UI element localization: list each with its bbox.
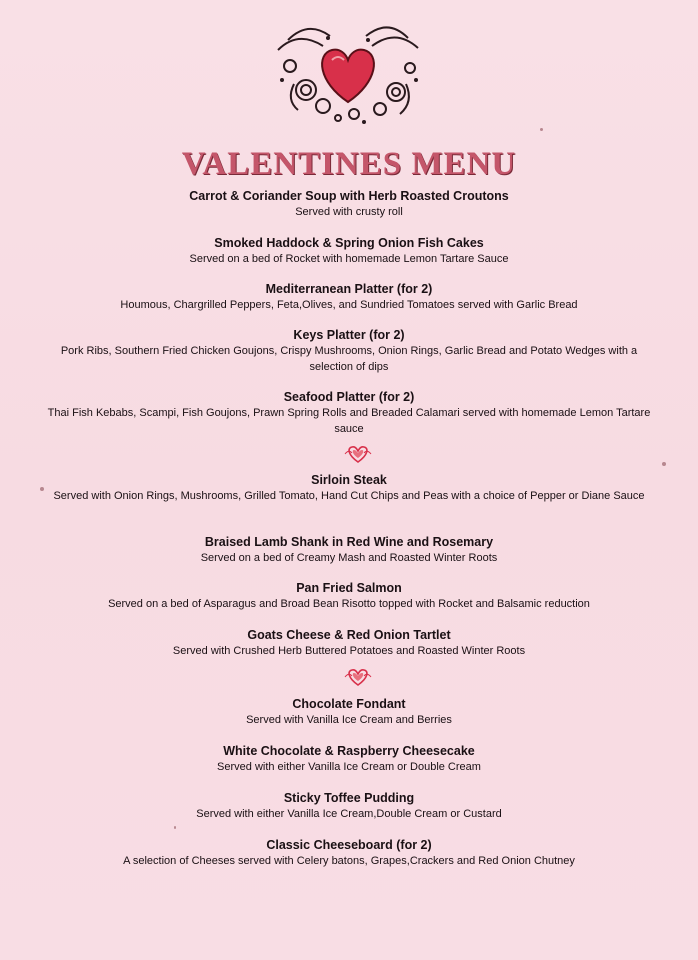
menu-item [0,389,698,437]
paper-speck [540,128,543,131]
menu-item [0,327,698,375]
menu-item [0,743,698,775]
menu-item-name: Pan Fried Salmon [296,581,402,595]
menu-item-name: Mediterranean Platter (for 2) [265,282,433,296]
menu-item [0,580,698,612]
heart-divider-icon [343,666,373,688]
menu-item-name: Seafood Platter (for 2) [283,390,415,404]
menu-item [0,281,698,313]
menu-item-name: Keys Platter (for 2) [293,328,405,342]
menu-item-name: White Chocolate & Raspberry Cheesecake [223,744,475,758]
menu-item-name: Chocolate Fondant [292,697,406,711]
menu-item-description: Served with Onion Rings, Mushrooms, Grilled Tomato, Hand Cut Chips and Peas with a choice of Pepper or Diane Sauce [53,490,645,502]
heart-divider-icon [343,443,373,465]
menu-item-description: A selection of Cheeses served with Celery batons, Grapes,Crackers and Red Onion Chutney [123,855,575,867]
menu-item [0,235,698,267]
menu-item [0,188,698,220]
menu-item [0,472,698,504]
menu-item-name: Goats Cheese & Red Onion Tartlet [247,628,451,642]
menu-item [0,534,698,566]
menu-title: VALENTINES MENU [181,146,517,182]
menu-item-description: Served with either Vanilla Ice Cream or Double Cream [217,761,481,773]
heart-swirl-icon [268,10,428,130]
menu-item-description: Houmous, Chargrilled Peppers, Feta,Olives, and Sundried Tomatoes served with Garlic Bread [120,299,578,311]
menu-item-description: Served with Vanilla Ice Cream and Berries [246,714,452,726]
menu-item [0,837,698,869]
paper-speck [40,487,44,491]
menu-item-name: Classic Cheeseboard (for 2) [266,838,432,852]
paper-speck [662,462,666,466]
menu-item-name: Sticky Toffee Pudding [283,791,415,805]
menu-item-description: Served with crusty roll [295,206,403,218]
menu-item-name: Smoked Haddock & Spring Onion Fish Cakes [214,236,484,250]
menu-item-name: Carrot & Coriander Soup with Herb Roasted Croutons [189,189,509,203]
menu-item [0,627,698,659]
menu-item-description: Served with either Vanilla Ice Cream,Double Cream or Custard [196,808,502,820]
menu-item-description: Thai Fish Kebabs, Scampi, Fish Goujons, Prawn Spring Rolls and Breaded Calamari served with homemade Lemon Tartare sauce [47,407,651,435]
menu-item [0,790,698,822]
menu-item [0,696,698,728]
menu-item-description: Served on a bed of Asparagus and Broad Bean Risotto topped with Rocket and Balsamic reduction [108,598,590,610]
menu-item-description: Served with Crushed Herb Buttered Potatoes and Roasted Winter Roots [172,645,526,657]
menu-item-description: Pork Ribs, Southern Fried Chicken Goujons, Crispy Mushrooms, Onion Rings, Garlic Bread and Potato Wedges with a selection of dips [60,345,638,373]
menu-item-description: Served on a bed of Creamy Mash and Roasted Winter Roots [200,552,498,564]
menu-item-description: Served on a bed of Rocket with homemade Lemon Tartare Sauce [189,253,509,265]
menu-item-name: Braised Lamb Shank in Red Wine and Rosemary [204,535,494,549]
paper-speck [174,826,176,829]
menu-item-name: Sirloin Steak [311,473,387,487]
